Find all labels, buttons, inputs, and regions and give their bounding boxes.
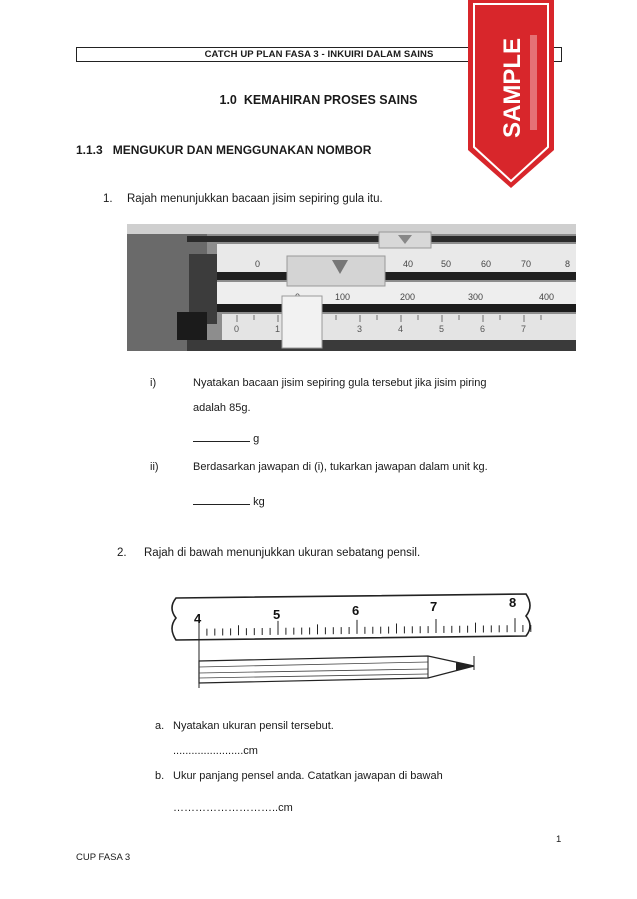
- top-scale-label: 50: [441, 259, 452, 269]
- ruler-number: 4: [194, 611, 202, 626]
- q2-part-a-label: a.: [155, 720, 165, 732]
- bottom-rider: [282, 296, 322, 348]
- question-2-number: 2.: [117, 547, 127, 559]
- bottom-scale-label: 1: [275, 324, 281, 334]
- ruler-pencil-image: [166, 578, 536, 696]
- q1-part-ii-text: Berdasarkan jawapan di (i), tukarkan jawapan dalam unit kg.: [193, 461, 488, 473]
- q2-part-a-answer[interactable]: .......................cm: [173, 745, 258, 757]
- ruler-number: 8: [509, 595, 517, 610]
- q1-part-i-label: i): [150, 377, 157, 389]
- middle-scale-label: 100: [335, 292, 351, 302]
- page-number: 1: [556, 834, 562, 845]
- top-scale-label: 60: [481, 259, 492, 269]
- footer-label: CUP FASA 3: [76, 852, 131, 863]
- sample-stamp-text: SAMPLE: [499, 37, 526, 139]
- top-scale-label: 70: [521, 259, 532, 269]
- ruler-number: 6: [352, 603, 360, 618]
- q2-part-b-answer[interactable]: ………………………..cm: [173, 802, 293, 814]
- bottom-scale-label: 3: [357, 324, 363, 334]
- top-scale-label: 0: [255, 259, 261, 269]
- q1-part-i-answer: g: [193, 431, 259, 445]
- subsection-title: 1.1.3 MENGUKUR DAN MENGGUNAKAN NOMBOR: [76, 143, 372, 157]
- document-header: CATCH UP PLAN FASA 3 - INKUIRI DALAM SAINS: [76, 47, 562, 62]
- section-title: 1.0 KEMAHIRAN PROSES SAINS: [219, 93, 418, 107]
- bottom-scale-label: 5: [439, 324, 445, 334]
- q2-part-b-text: Ukur panjang pensel anda. Catatkan jawapan di bawah: [173, 770, 443, 782]
- q2-part-a-text: Nyatakan ukuran pensil tersebut.: [173, 720, 334, 732]
- middle-scale-label: 200: [400, 292, 416, 302]
- bottom-scale-label: 4: [398, 324, 404, 334]
- question-2-text: Rajah di bawah menunjukkan ukuran sebatang pensil.: [144, 547, 421, 559]
- middle-scale-label: 400: [539, 292, 555, 302]
- ruler-number: 5: [273, 607, 281, 622]
- q1-part-ii-answer: kg: [193, 494, 265, 508]
- middle-scale-label: 300: [468, 292, 484, 302]
- top-scale-label: 40: [403, 259, 414, 269]
- ruler-number: 7: [430, 599, 438, 614]
- q2-part-b-label: b.: [155, 770, 165, 782]
- answer-blank[interactable]: [193, 494, 250, 505]
- q1-part-i-text-2: adalah 85g.: [193, 402, 251, 414]
- q1-part-i-text: Nyatakan bacaan jisim sepiring gula tersebut jika jisim piring: [193, 377, 487, 389]
- bottom-scale-label: 7: [521, 324, 527, 334]
- question-1-number: 1.: [103, 193, 113, 205]
- q1-part-ii-label: ii): [150, 461, 159, 473]
- answer-blank[interactable]: [193, 431, 250, 442]
- triple-beam-balance-image: [127, 224, 576, 351]
- question-1-text: Rajah menunjukkan bacaan jisim sepiring gula itu.: [127, 193, 383, 205]
- bottom-scale-label: 0: [234, 324, 240, 334]
- bottom-scale-label: 6: [480, 324, 486, 334]
- top-scale-label: 8: [565, 259, 571, 269]
